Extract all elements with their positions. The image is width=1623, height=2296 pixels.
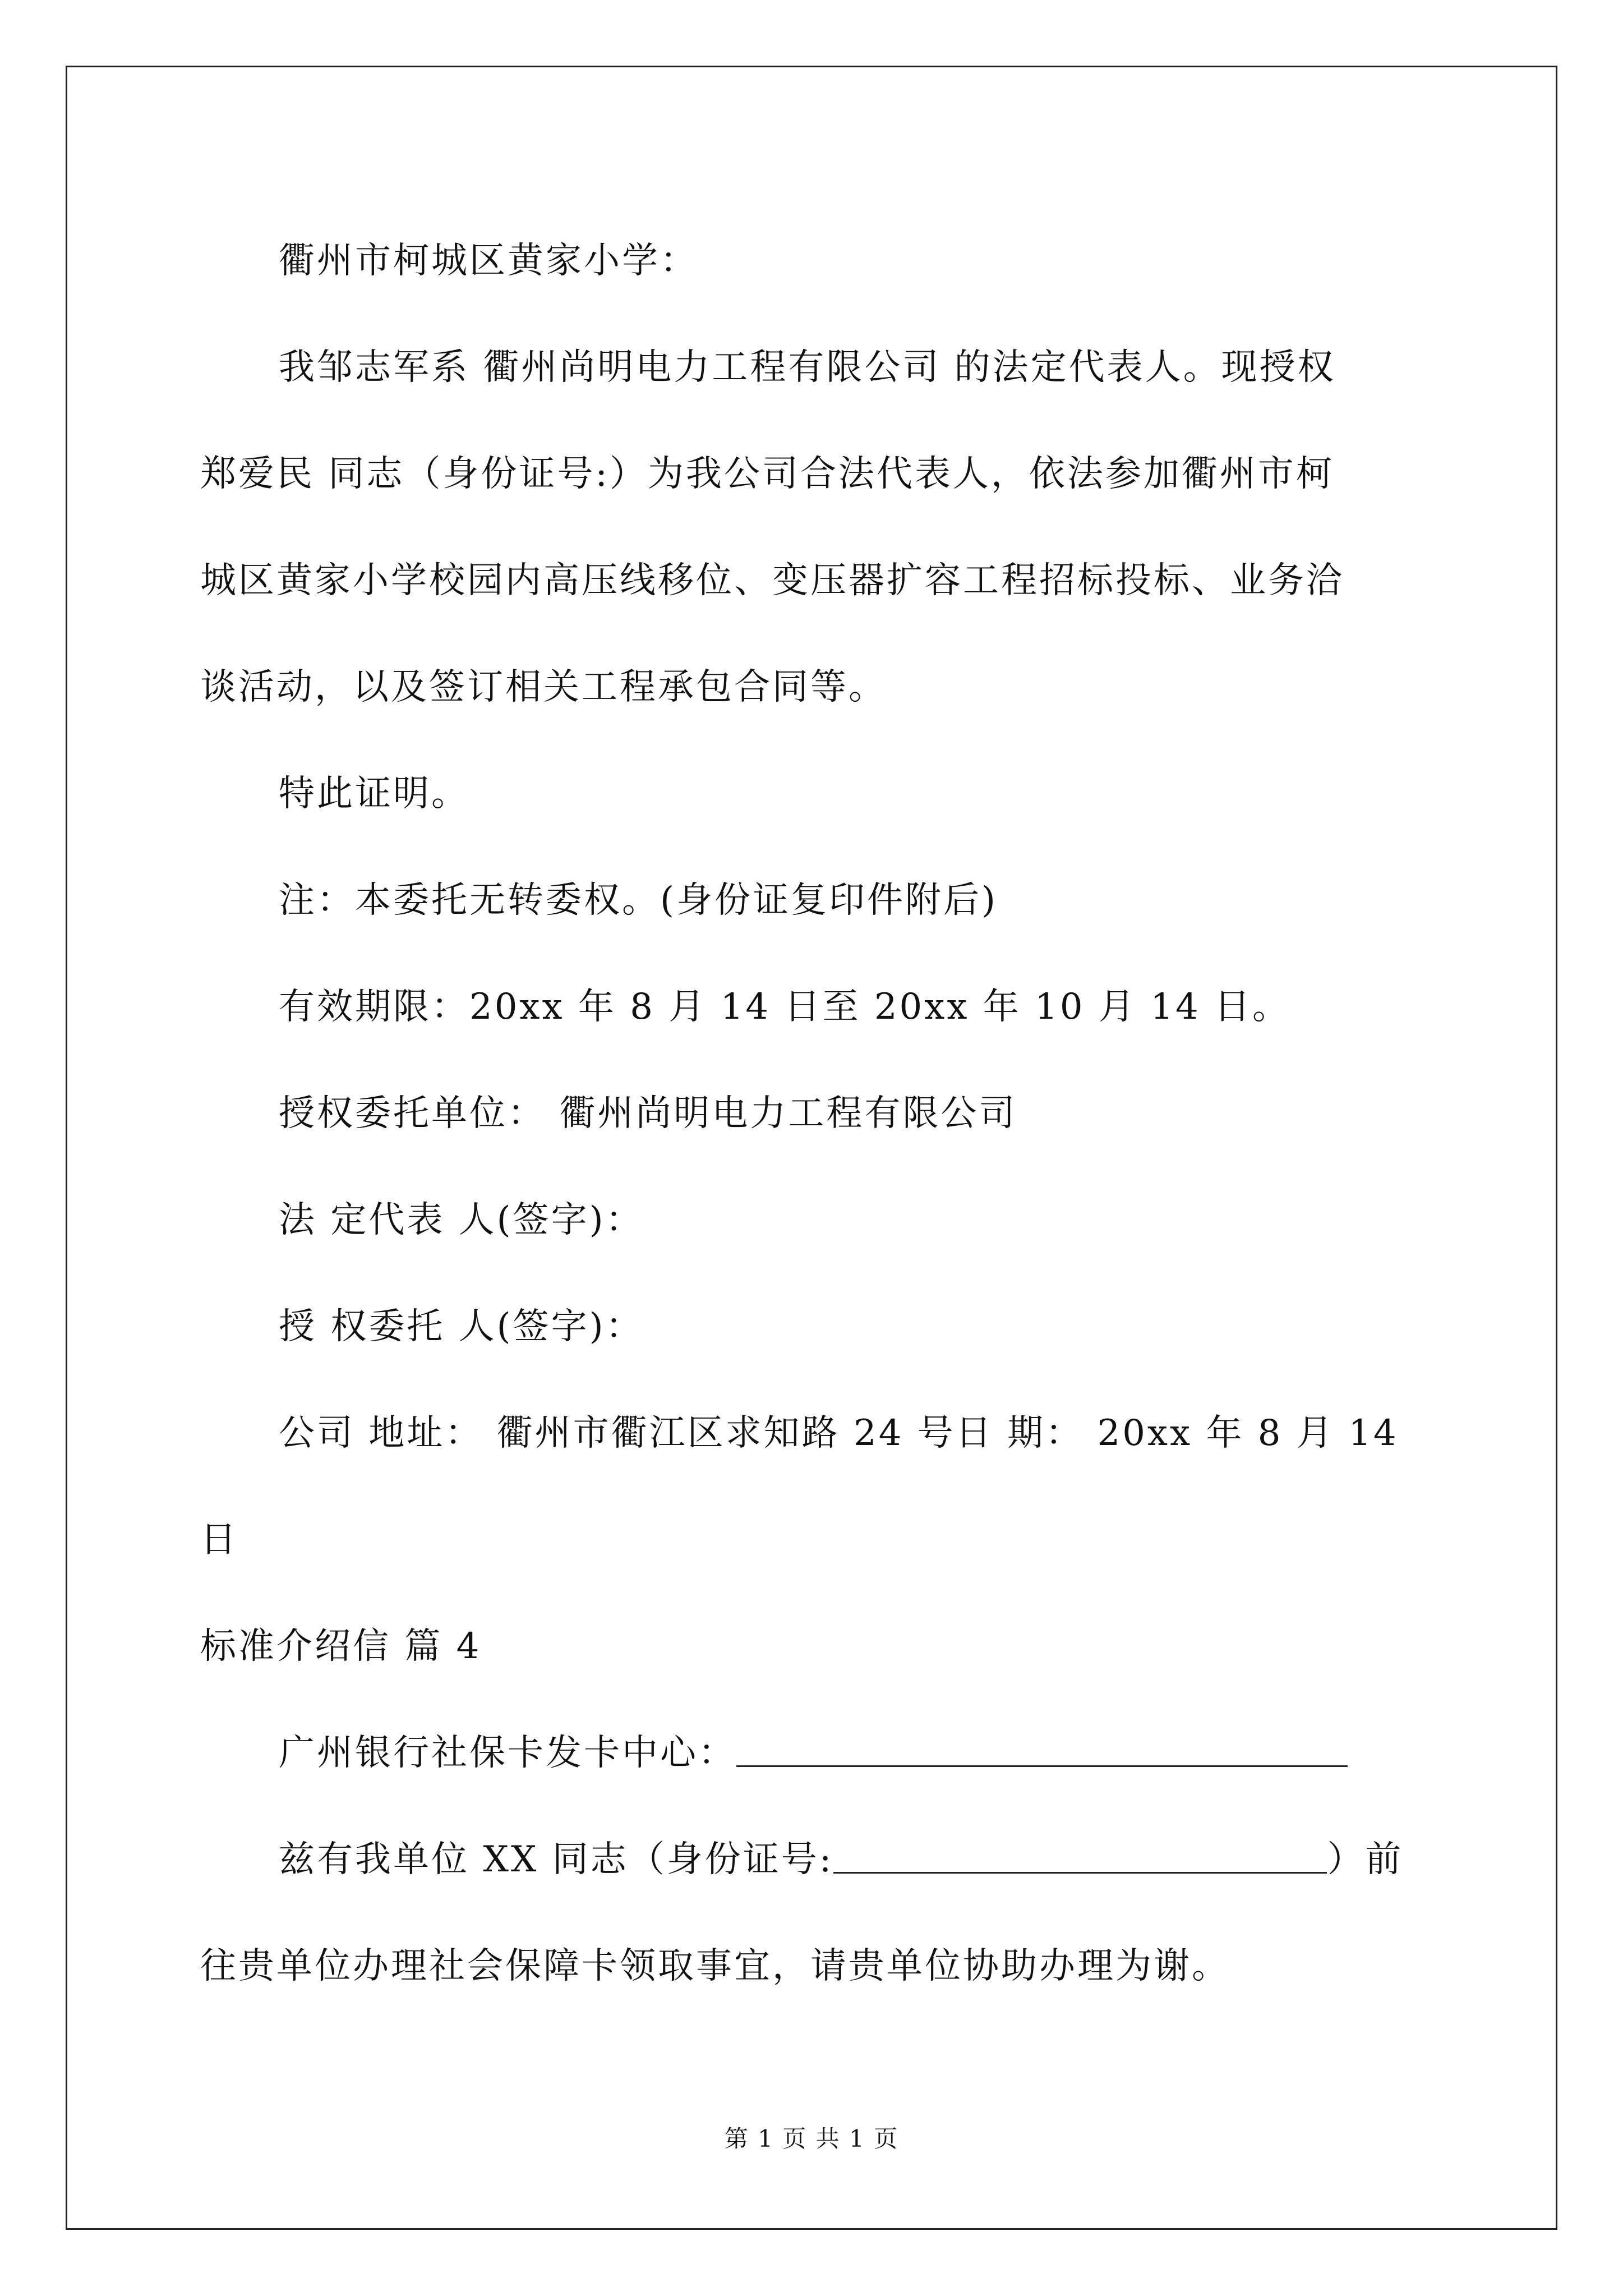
paragraph-line: 往贵单位办理社会保障卡领取事宜，请贵单位协助办理为谢。: [200, 1945, 1230, 1987]
authorized-agent-signature: 授 权委托 人(签字)：: [279, 1306, 644, 1347]
paragraph-line: 城区黄家小学校园内高压线移位、变压器扩容工程招标投标、业务洽: [200, 560, 1344, 601]
paragraph-line: 郑爱民 同志（身份证号:）为我公司合法代表人，依法参加衢州市柯: [200, 453, 1334, 495]
recipient-label: 广州银行社保卡发卡中心：: [279, 1732, 736, 1774]
legal-representative-signature: 法 定代表 人(签字)：: [279, 1199, 644, 1241]
id-number-blank: [833, 1838, 1327, 1874]
recipient-blank: [736, 1732, 1348, 1767]
document-body: [200, 208, 1423, 2019]
paragraph-line: 我邹志军系 衢州尚明电力工程有限公司 的法定代表人。现授权: [279, 347, 1336, 388]
recipient-line: [200, 1700, 1423, 1806]
certification-statement: 特此证明。: [279, 773, 469, 815]
introduction-line: [200, 1806, 1423, 1913]
page-number: 第 1 页 共 1 页: [724, 2125, 899, 2152]
validity-period: 有效期限：20xx 年 8 月 14 日至 20xx 年 10 月 14 日。: [279, 986, 1291, 1028]
company-address-date: 公司 地址： 衢州市衢江区求知路 24 号日 期： 20xx 年 8 月 14: [279, 1412, 1399, 1454]
section-heading: 标准介绍信 篇 4: [200, 1626, 482, 1667]
note-line: 注：本委托无转委权。(身份证复印件附后): [279, 880, 998, 921]
introduction-text: 兹有我单位 XX 同志（身份证号:: [279, 1839, 834, 1880]
date-continuation: 日: [200, 1519, 238, 1561]
authorizing-unit: 授权委托单位： 衢州尚明电力工程有限公司: [279, 1093, 1017, 1134]
introduction-text-end: ）前: [1327, 1839, 1404, 1880]
salutation: 衢州市柯城区黄家小学：: [279, 240, 698, 282]
paragraph-line: 谈活动，以及签订相关工程承包合同等。: [200, 666, 887, 708]
